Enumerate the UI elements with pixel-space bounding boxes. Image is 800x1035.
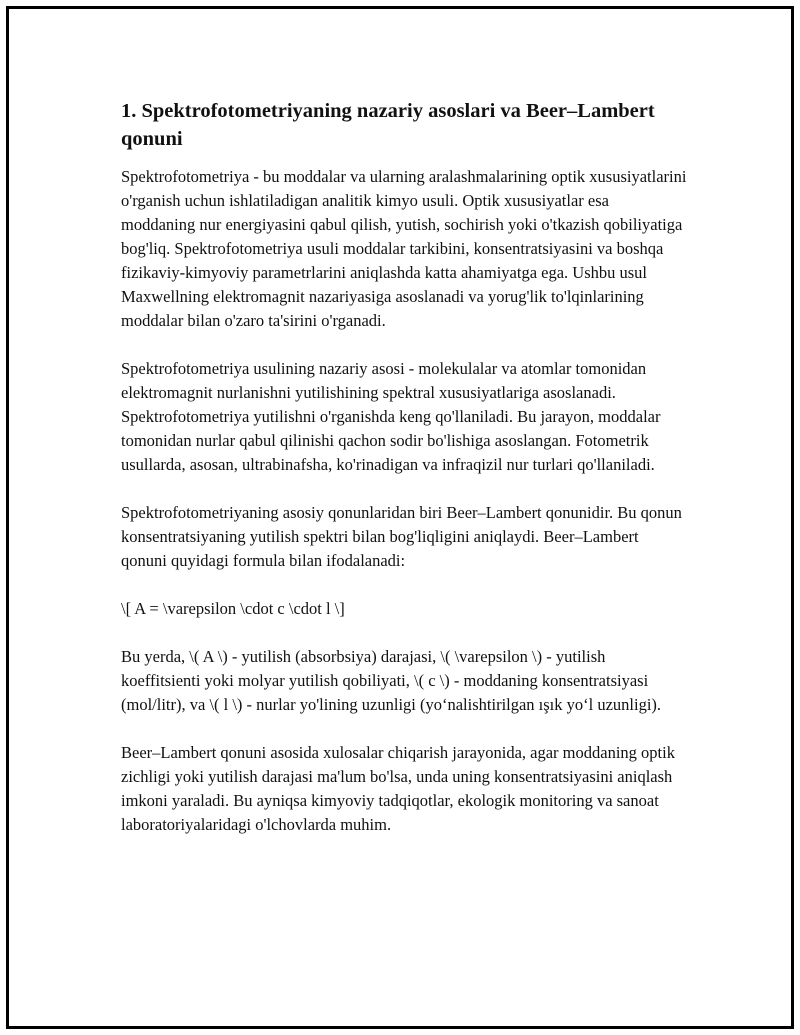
paragraph-variables: Bu yerda, \( A \) - yutilish (absorbsiya) darajasi, \( \varepsilon \) - yutilish koeffitsienti yoki molyar yutilish qobiliyati, \( c \) - moddaning konsentratsiyasi (mol/litr), va \( l \) - nurlar yo'lining uzunligi (yo‘nalishtirilgan ışık yo‘l uzunligi).: [121, 647, 662, 714]
document-page: [6, 6, 794, 1029]
paragraph-theory: Spektrofotometriya usulining nazariy asosi - molekulalar va atomlar tomonidan elektromagnit nurlanishni yutilishining spektral xususiyatlariga asoslanadi. Spektrofotometriya yutilishni o'rganishda keng qo'llaniladi. Bu jarayon, moddalar tomonidan nurlar qabul qilinishi qachon sodir bo'lishiga asoslangan. Fotometrik usullarda, asosan, ultrabinafsha, ko'rinadigan va infraqizil nur turlari qo'llaniladi.: [121, 359, 661, 474]
paragraph-law-intro: Spektrofotometriyaning asosiy qonunlaridan biri Beer–Lambert qonunidir. Bu qonun konsentratsiyaning yutilish spektri bilan bog'liqligini aniqlaydi. Beer–Lambert qonuni quyidagi formula bilan ifodalanadi:: [121, 503, 682, 570]
document-content: [121, 97, 687, 861]
paragraph-conclusion: Beer–Lambert qonuni asosida xulosalar chiqarish jarayonida, agar moddaning optik zichligi yoki yutilish darajasi ma'lum bo'lsa, unda uning konsentratsiyasini aniqlash imkoni yaraladi. Bu ayniqsa kimyoviy tadqiqotlar, ekologik monitoring va sanoat laboratoriyalaridagi o'lchovlarda muhim.: [121, 743, 675, 834]
formula-line: \[ A = \varepsilon \cdot c \cdot l \]: [121, 599, 345, 618]
paragraph-intro: Spektrofotometriya - bu moddalar va ularning aralashmalarining optik xususiyatlarini o'rganish uchun ishlatiladigan analitik kimyo usuli. Optik xususiyatlar esa moddaning nur energiyasini qabul qilish, yutish, sochirish yoki o'tkazish qobiliyatiga bog'liq. Spektrofotometriya usuli moddalar tarkibini, konsentratsiyasini va boshqa fizikaviy-kimyoviy parametrlarini aniqlashda katta ahamiyatga ega. Ushbu usul Maxwellning elektromagnit nazariyasiga asoslanadi va yorug'lik to'lqinlarining moddalar bilan o'zaro ta'sirini o'rganadi.: [121, 167, 687, 330]
section-heading: 1. Spektrofotometriyaning nazariy asoslari va Beer–Lambert qonuni: [121, 100, 655, 150]
